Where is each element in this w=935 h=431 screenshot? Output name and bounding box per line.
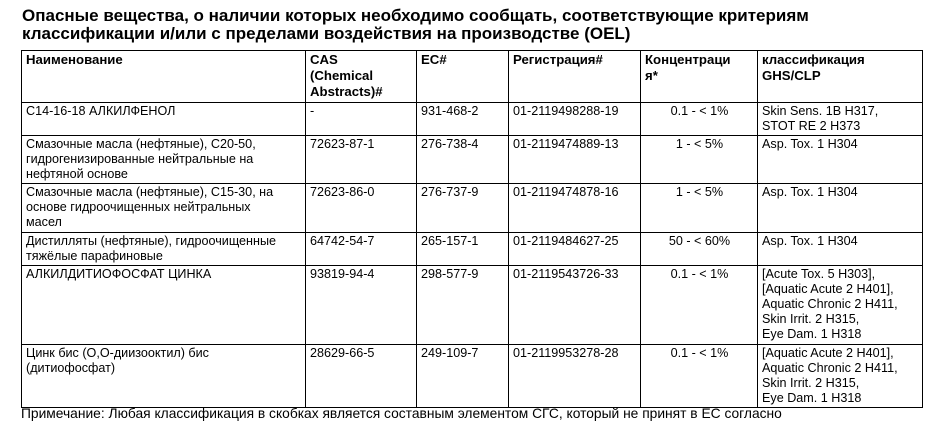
header-concentration: Концентраци я* — [641, 51, 758, 103]
title-line-2: классификации и/или с пределами воздействия на производстве (OEL) — [22, 24, 631, 43]
cell-registration: 01-2119474878-16 — [509, 184, 641, 233]
cell-classification: [Acute Tox. 5 H303], [Aquatic Acute 2 H401], Aquatic Chronic 2 H411, Skin Irrit. 2 H315, Eye Dam. 1 H318 — [758, 266, 923, 345]
cell-classification: [Aquatic Acute 2 H401], Aquatic Chronic 2 H411, Skin Irrit. 2 H315, Eye Dam. 1 H318 — [758, 345, 923, 408]
table-row — [22, 233, 923, 266]
cell-concentration: 0.1 - < 1% — [641, 266, 758, 345]
cell-name: C14-16-18 АЛКИЛФЕНОЛ — [22, 103, 306, 136]
header-cas: CAS (Chemical Abstracts)# — [306, 51, 417, 103]
cell-cas: 64742-54-7 — [306, 233, 417, 266]
cell-cas: 28629-66-5 — [306, 345, 417, 408]
table-row — [22, 103, 923, 136]
cell-name: Дистилляты (нефтяные), гидроочищенные тяжёлые парафиновые — [22, 233, 306, 266]
cell-registration: 01-2119543726-33 — [509, 266, 641, 345]
cell-ec: 265-157-1 — [417, 233, 509, 266]
header-name: Наименование — [22, 51, 306, 103]
cell-name: Смазочные масла (нефтяные), C15-30, на основе гидроочищенных нейтральных масел — [22, 184, 306, 233]
cell-concentration: 1 - < 5% — [641, 184, 758, 233]
cell-ec: 931-468-2 — [417, 103, 509, 136]
cell-registration: 01-2119953278-28 — [509, 345, 641, 408]
footnote: Примечание: Любая классификация в скобках является составным элементом СГС, который не принят в ЕС согласно — [21, 406, 782, 421]
cell-ec: 276-737-9 — [417, 184, 509, 233]
cell-cas: 93819-94-4 — [306, 266, 417, 345]
cell-name: Цинк бис (O,O-диизооктил) бис (дитиофосфат) — [22, 345, 306, 408]
cell-cas: - — [306, 103, 417, 136]
cell-concentration: 0.1 - < 1% — [641, 103, 758, 136]
cell-concentration: 0.1 - < 1% — [641, 345, 758, 408]
cell-classification: Asp. Tox. 1 H304 — [758, 136, 923, 184]
table-row — [22, 184, 923, 233]
table-row — [22, 345, 923, 408]
cell-registration: 01-2119484627-25 — [509, 233, 641, 266]
cell-classification: Skin Sens. 1B H317, STOT RE 2 H373 — [758, 103, 923, 136]
cell-ec: 249-109-7 — [417, 345, 509, 408]
table-row — [22, 136, 923, 184]
cell-registration: 01-2119498288-19 — [509, 103, 641, 136]
cell-classification: Asp. Tox. 1 H304 — [758, 233, 923, 266]
table-header-row — [22, 51, 923, 103]
cell-registration: 01-2119474889-13 — [509, 136, 641, 184]
header-classification: классификация GHS/CLP — [758, 51, 923, 103]
header-registration: Регистрация# — [509, 51, 641, 103]
header-ec: EC# — [417, 51, 509, 103]
cell-name: Смазочные масла (нефтяные), C20-50, гидрогенизированные нейтральные на нефтяной основе — [22, 136, 306, 184]
table-row — [22, 266, 923, 345]
cell-cas: 72623-86-0 — [306, 184, 417, 233]
title-line-1: Опасные вещества, о наличии которых необходимо сообщать, соответствующие критериям — [22, 6, 809, 25]
cell-concentration: 50 - < 60% — [641, 233, 758, 266]
section-title — [22, 7, 922, 43]
cell-cas: 72623-87-1 — [306, 136, 417, 184]
cell-classification: Asp. Tox. 1 H304 — [758, 184, 923, 233]
cell-ec: 276-738-4 — [417, 136, 509, 184]
cell-name: АЛКИЛДИТИОФОСФАТ ЦИНКА — [22, 266, 306, 345]
hazardous-substances-table — [21, 50, 923, 408]
cell-ec: 298-577-9 — [417, 266, 509, 345]
cell-concentration: 1 - < 5% — [641, 136, 758, 184]
